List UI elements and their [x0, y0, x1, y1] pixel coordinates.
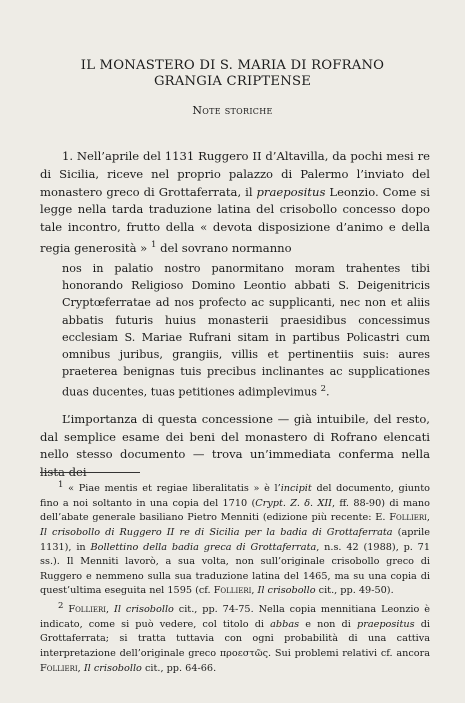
footnote-ref-2: 2 [320, 383, 327, 394]
title-line-1: IL MONASTERO DI S. MARIA DI ROFRANO [80, 58, 385, 73]
footnote-separator [40, 472, 140, 473]
footnote-1: $^1$ « Piae mentis et regiae liberalitatis » è l’incipit del documento, giunto fino a noi soltanto in una copia del 1710 (Crypt. Z. δ. XII, ff. 88-90) di mano dell’abate generale basiliano Pietro Menniti (edizione più recente: E. Follieri, Il crisobollo di Ruggero II re di Sicilia per la badia di Grottaferrata (aprile 1131), in Bollettino della badia greca di Grottaferrata, n.s. 42 (1988), p. 71 ss.). Il Menniti lavorò, a sua volta, non sull’originale crisobollo greco di Ruggero e nemmeno sulla sua traduzione latina del 1465, ma su una copia di quest’ultima eseguita nel 1595 (cf. Follieri, Il crisobollo cit., pp. 49-50). [40, 480, 431, 597]
article-subtitle: Note storiche [192, 104, 273, 117]
paragraph-2: L’importanza di questa concessione — già intuibile, del resto, dal semplice esame dei beni del monastero di Rofrano elencati nello stesso documento — trova un’immediata conferma nella lista dei [40, 411, 430, 480]
body-text [40, 148, 430, 482]
title-line-2: GRANGIA CRIPTENSE [153, 74, 312, 89]
italic-term: praepositus [256, 184, 326, 199]
paragraph-1: 1. Nell’aprile del 1131 Ruggero II d’Altavilla, da pochi mesi re di Sicilia, riceve nel proprio palazzo di Palermo l’inviato del monastero greco di Grottaferrata, il praepositus Leonzio. Come si legge nella tarda traduzione latina del crisobollo concesso dopo tale incontro, frutto della « devota disposizione d’animo e della regia generosità » $^1$ del sovrano normanno [40, 149, 430, 255]
footnote-ref-1: 1 [150, 239, 157, 250]
latin-quotation: nos in palatio nostro panormitano moram trahentes tibi honorando Religioso Domino Leontio abbati S. Deigenitricis Cryptœferratae ad nos profecto ac supplicanti, nec non et aliis abbatis futuris huius monasterii praesidibus concessimus ecclesiam S. Mariae Rufrani sitam in partibus Policastri cum omnibus juribus, grangiis, villis et pertinentiis suis: aures praeterea benignas tuis precibus inclinantes ac supplicationes duas ducentes, tuas petitiones adimplevimus $^2$. [62, 261, 430, 399]
footnote-2: $^2$ Follieri, Il crisobollo cit., pp. 74-75. Nella copia mennitiana Leonzio è indicato, come si può vedere, col titolo di abbas e non di praepositus di Grottaferrata; si tratta tuttavia con ogni probabilità di una cattiva interpretazione dell’originale greco προεστῶς. Sui problemi relativi cf. ancora Follieri, Il crisobollo cit., pp. 64-66. [40, 600, 430, 674]
footnotes [40, 478, 430, 676]
